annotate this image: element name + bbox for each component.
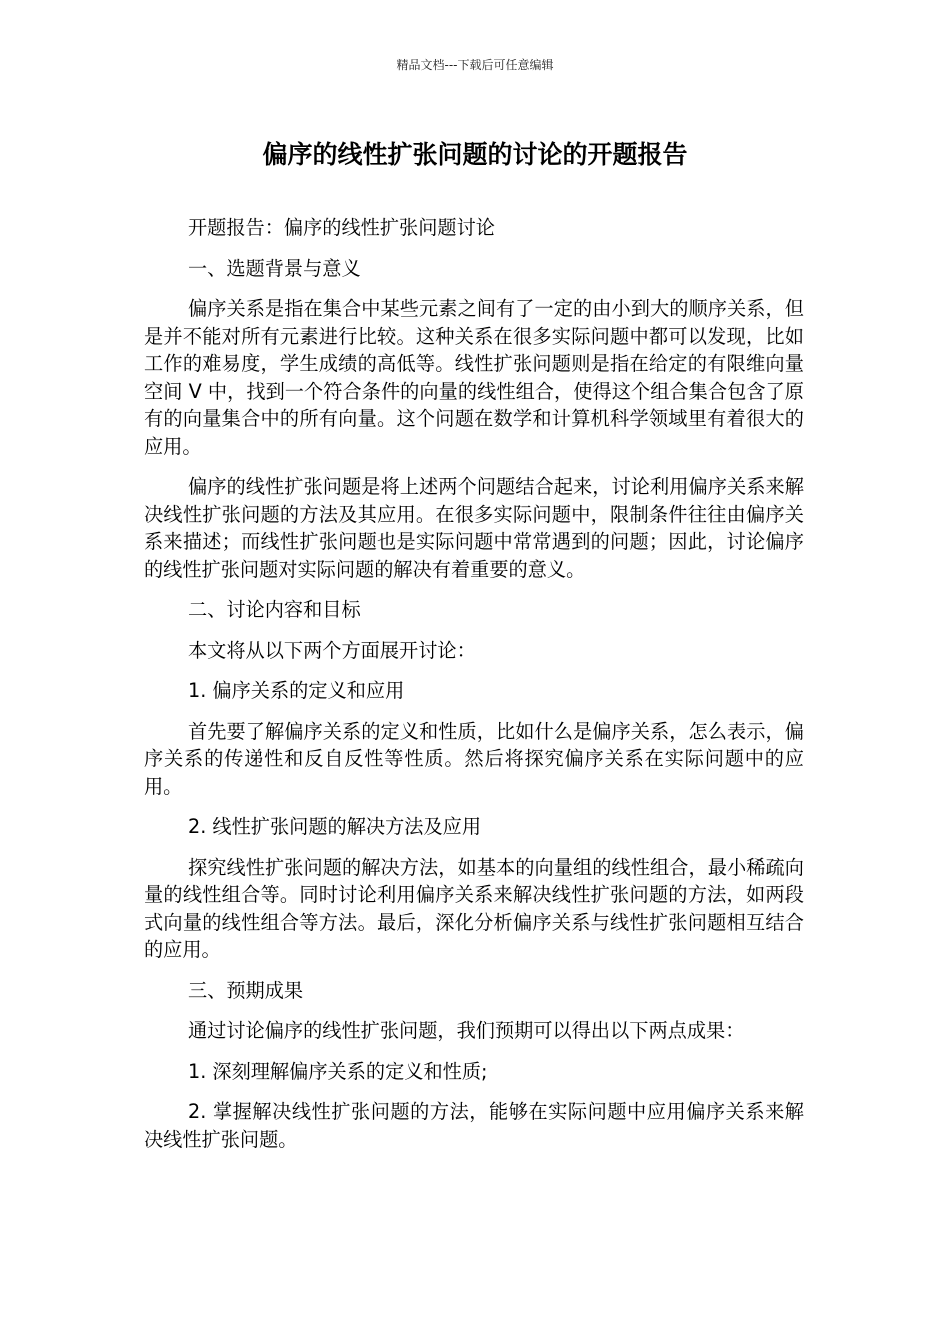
- outcome-item-1: 1. 深刻理解偏序关系的定义和性质;: [188, 1059, 488, 1083]
- paragraph-partial-order: 首先要了解偏序关系的定义和性质，比如什么是偏序关系，怎么表示，偏序关系的传递性和反自反性等性质。然后将探究偏序关系在实际问题中的应用。: [144, 719, 804, 798]
- outcome-item-2: 2. 掌握解决线性扩张问题的方法，能够在实际问题中应用偏序关系来解决线性扩张问题。: [144, 1100, 804, 1151]
- section-heading-content: 二、讨论内容和目标: [188, 598, 361, 621]
- paragraph-background-2: 偏序的线性扩张问题是将上述两个问题结合起来，讨论利用偏序关系来解决线性扩张问题的方法及其应用。在很多实际问题中，限制条件往往由偏序关系来描述；而线性扩张问题也是实际问题中常常遇到的问题；因此，讨论偏序的线性扩张问题对实际问题的解决有着重要的意义。: [144, 475, 804, 581]
- paragraph-outcomes-intro: 通过讨论偏序的线性扩张问题，我们预期可以得出以下两点成果：: [188, 1019, 745, 1042]
- document-title: 偏序的线性扩张问题的讨论的开题报告: [262, 140, 688, 169]
- header-watermark: 精品文档---下载后可任意编辑: [396, 58, 554, 72]
- subheading-partial-order: 1. 偏序关系的定义和应用: [188, 679, 405, 702]
- subheading-linear-extension: 2. 线性扩张问题的解决方法及应用: [188, 815, 482, 838]
- report-subject: 开题报告：偏序的线性扩张问题讨论: [188, 216, 495, 239]
- paragraph-background-1: 偏序关系是指在集合中某些元素之间有了一定的由小到大的顺序关系，但是并不能对所有元素进行比较。这种关系在很多实际问题中都可以发现，比如工作的难易度，学生成绩的高低等。线性扩张问题则是指在给定的有限维向量空间 V 中，找到一个符合条件的向量的线性组合，使得这个组合集合包含了原有的向量集合中的所有向量。这个问题在数学和计算机科学领域里有着很大的应用。: [144, 297, 804, 458]
- section-heading-background: 一、选题背景与意义: [188, 256, 361, 280]
- section-heading-outcomes: 三、预期成果: [188, 978, 304, 1002]
- document-body: [144, 214, 804, 1166]
- paragraph-linear-extension: 探究线性扩张问题的解决方法，如基本的向量组的线性组合，最小稀疏向量的线性组合等。同时讨论利用偏序关系来解决线性扩张问题的方法，如两段式向量的线性组合等方法。最后，深化分析偏序关系与线性扩张问题相互结合的应用。: [144, 855, 804, 961]
- paragraph-content-intro: 本文将从以下两个方面展开讨论：: [188, 638, 476, 662]
